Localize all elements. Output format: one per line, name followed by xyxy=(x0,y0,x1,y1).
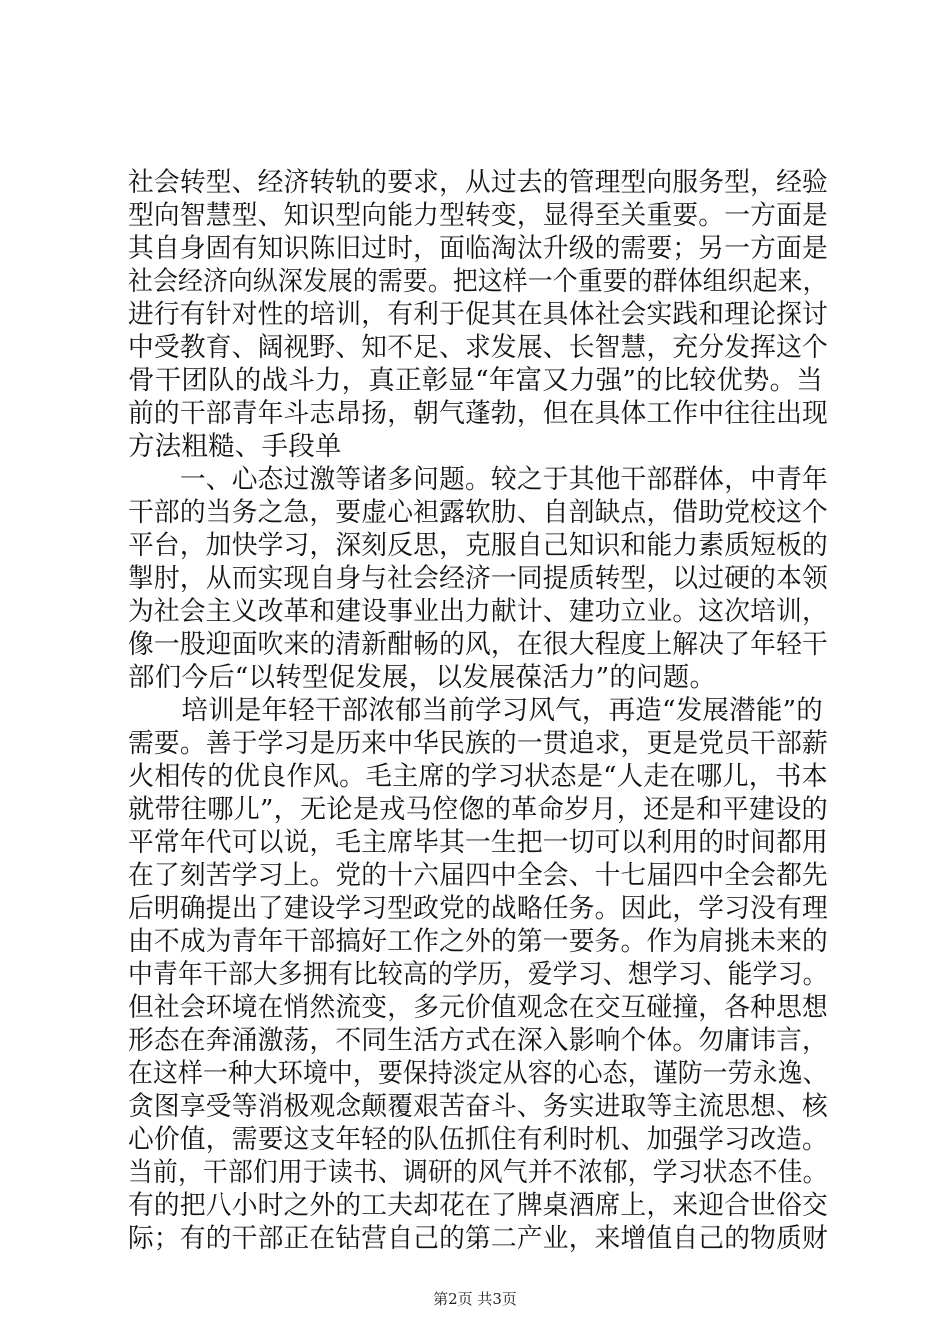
text-line: 为社会主义改革和建设事业出力献计、建功立业。这次培训， xyxy=(128,596,828,627)
text-line: 方法粗糙、手段单 xyxy=(128,431,342,462)
text-line: 由不成为青年干部搞好工作之外的第一要务。作为肩挑未来的 xyxy=(128,926,828,957)
text-line: 培训是年轻干部浓郁当前学习风气，再造“发展潜能”的 xyxy=(128,695,823,726)
text-line: 在了刻苦学习上。党的十六届四中全会、十七届四中全会都先 xyxy=(128,860,828,891)
text-line: 平台，加快学习，深刻反思，克服自己知识和能力素质短板的 xyxy=(128,530,828,561)
text-line: 在这样一种大环境中，要保持淡定从容的心态，谨防一劳永逸、 xyxy=(128,1058,828,1089)
text-line: 当前，干部们用于读书、调研的风气并不浓郁，学习状态不佳。 xyxy=(128,1157,828,1188)
text-line: 中受教育、阔视野、知不足、求发展、长智慧，充分发挥这个 xyxy=(128,332,828,363)
text-line: 干部的当务之急，要虚心袒露软肋、自剖缺点，借助党校这个 xyxy=(128,497,828,528)
body-text xyxy=(128,166,828,1255)
text-line: 但社会环境在悄然流变，多元价值观念在交互碰撞，各种思想 xyxy=(128,992,828,1023)
text-line: 需要。善于学习是历来中华民族的一贯追求，更是党员干部薪 xyxy=(128,728,828,759)
text-line: 骨干团队的战斗力，真正彰显“年富又力强”的比较优势。当 xyxy=(128,365,823,396)
page-number: 第2页 共3页 xyxy=(433,1290,517,1308)
text-line: 像一股迎面吹来的清新酣畅的风，在很大程度上解决了年轻干 xyxy=(128,629,828,660)
text-line: 型向智慧型、知识型向能力型转变，显得至关重要。一方面是 xyxy=(128,200,828,231)
text-line: 一、心态过激等诸多问题。较之于其他干部群体，中青年 xyxy=(128,464,828,495)
text-line: 后明确提出了建设学习型政党的战略任务。因此，学习没有理 xyxy=(128,893,828,924)
paragraph-1 xyxy=(128,166,828,463)
text-line: 平常年代可以说，毛主席毕其一生把一切可以利用的时间都用 xyxy=(128,827,828,858)
text-line: 形态在奔涌激荡，不同生活方式在深入影响个体。勿庸讳言， xyxy=(128,1025,828,1056)
text-line: 社会转型、经济转轨的要求，从过去的管理型向服务型，经验 xyxy=(128,167,828,198)
text-line: 前的干部青年斗志昂扬，朝气蓬勃，但在具体工作中往往出现 xyxy=(128,398,828,429)
text-line: 掣肘，从而实现自身与社会经济一同提质转型，以过硬的本领 xyxy=(128,563,828,594)
paragraph-3 xyxy=(128,694,828,1255)
text-line: 火相传的优良作风。毛主席的学习状态是“人走在哪儿，书本 xyxy=(128,761,828,792)
text-line: 其自身固有知识陈旧过时，面临淘汰升级的需要；另一方面是 xyxy=(128,233,828,264)
text-line: 心价值，需要这支年轻的队伍抓住有利时机、加强学习改造。 xyxy=(128,1124,828,1155)
text-line: 部们今后“以转型促发展，以发展葆活力”的问题。 xyxy=(128,662,717,693)
text-line: 中青年干部大多拥有比较高的学历，爱学习、想学习、能学习。 xyxy=(128,959,828,990)
text-line: 际；有的干部正在钻营自己的第二产业，来增值自己的物质财 xyxy=(128,1223,828,1254)
text-line: 有的把八小时之外的工夫却花在了牌桌酒席上，来迎合世俗交 xyxy=(128,1190,828,1221)
text-line: 社会经济向纵深发展的需要。把这样一个重要的群体组织起来， xyxy=(128,266,828,297)
page-footer xyxy=(0,1289,950,1309)
text-line: 就带往哪儿”，无论是戎马倥偬的革命岁月，还是和平建设的 xyxy=(128,794,828,825)
text-line: 贪图享受等消极观念颠覆艰苦奋斗、务实进取等主流思想、核 xyxy=(128,1091,828,1122)
text-line: 进行有针对性的培训，有利于促其在具体社会实践和理论探讨 xyxy=(128,299,828,330)
paragraph-2 xyxy=(128,463,828,694)
